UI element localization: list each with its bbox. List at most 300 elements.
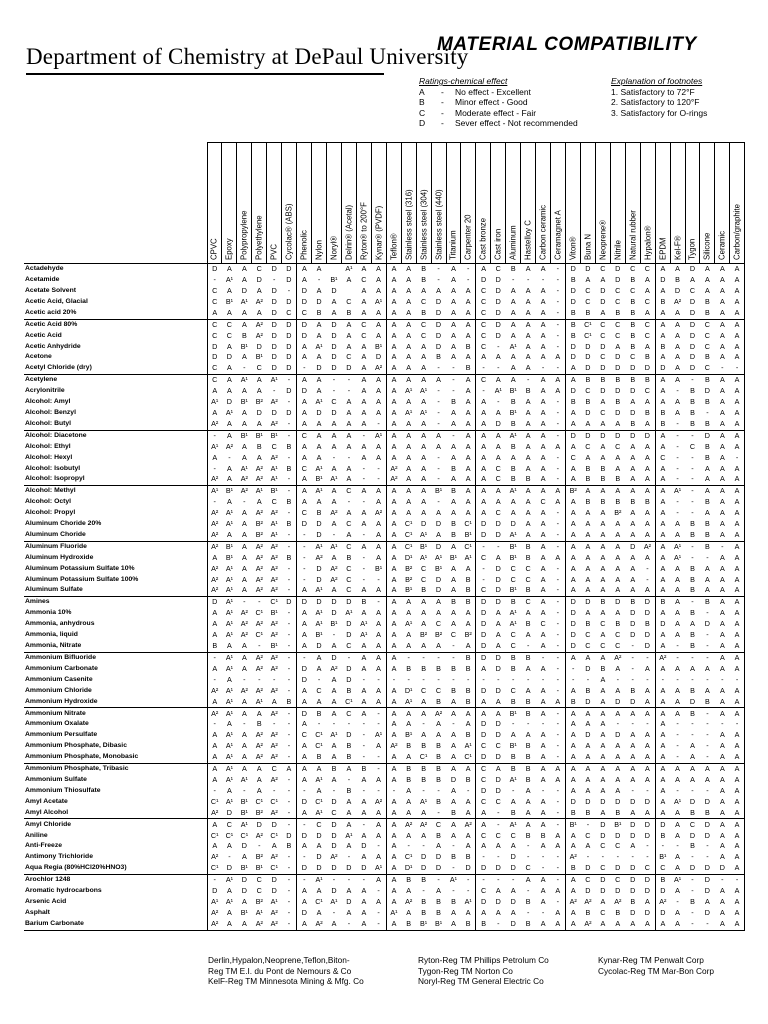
chemical-column-header [24,143,207,264]
rating-cell: A [705,563,710,573]
rating-cell: A [465,641,471,651]
rating-cell: B² [255,807,263,817]
rating-cell: C [476,341,491,352]
rating-cell: A² [267,541,282,553]
rating-cell: D [630,407,636,417]
rating-cell: - [556,397,559,407]
rating-cell: A¹ [222,652,237,664]
rating-cell: A [645,741,650,751]
rating-cell: A² [267,708,282,720]
rating-cell: D [704,796,710,806]
rating-cell: A¹ [341,264,356,276]
rating-cell: A [207,775,222,786]
rating-cell: - [356,819,371,831]
rating-cell: A [730,486,745,498]
chemical-name: Acetic Acid [24,331,207,342]
rating-cell: A¹ [446,874,461,886]
rating-cell: A [297,608,312,619]
rating-cell: - [297,852,312,863]
rating-cell: - [362,674,366,684]
rating-cell: A [476,908,491,919]
rating-cell: A [465,307,471,317]
rating-cell: A [465,330,471,340]
rating-cell: - [551,430,566,442]
rating-cell: - [431,264,446,276]
rating-cell: A [421,807,426,817]
rating-cell: - [541,363,545,373]
rating-cell: A [341,763,356,775]
rating-cell: A [312,375,327,387]
chemical-name: Ammonium Phosphate, Monobasic [24,752,207,764]
rating-cell: A [207,619,222,630]
rating-cell: C [585,286,591,296]
rating-cell: A [730,630,745,641]
rating-cell: A² [610,652,625,664]
rating-cell: - [297,564,312,575]
rating-cell: C [476,319,491,331]
rating-cell: A [730,574,745,585]
rating-cell: B [416,874,431,886]
rating-cell: A [451,741,456,751]
rating-cell: A [566,908,581,919]
rating-cell: A [585,785,591,795]
rating-cell: A [316,696,322,706]
rating-cell: B [705,452,710,462]
rating-cell: - [407,841,410,851]
material-column-header [595,143,610,264]
rating-cell: A [566,585,581,597]
rating-cell: A [327,918,342,930]
rating-cell: A [416,375,431,387]
rating-cell: A [510,330,516,340]
rating-cell: A [675,307,680,317]
rating-cell: A¹ [267,375,282,387]
rating-cell: D [286,296,292,306]
rating-cell: D [476,897,491,908]
rating-cell: A [386,264,401,276]
rating-cell: A [386,597,401,609]
rating-cell: A [645,685,650,695]
rating-cell: A [331,685,337,695]
rating-cell: A¹ [315,397,323,407]
rating-cell: - [646,674,649,684]
rating-cell: A¹ [506,430,521,442]
rating-cell: - [287,452,291,462]
rating-cell: A [495,886,501,896]
rating-cell: D [495,275,501,285]
rating-cell: A [730,841,745,852]
rating-cell: D [506,918,521,930]
rating-cell: B [525,619,531,629]
rating-cell: A² [312,918,327,930]
rating-cell: A [566,463,581,474]
rating-cell: D [282,319,297,331]
rating-cell: B [705,441,710,451]
rating-cell: - [287,852,291,862]
table-row [24,852,745,863]
rating-cell: A [719,807,725,817]
rating-cell: A [316,330,322,340]
rating-cell: D [331,363,337,373]
rating-cell: - [332,452,336,462]
rating-cell: - [526,886,530,896]
rating-cell: A [495,352,501,362]
table-row [24,275,745,286]
rating-cell: - [700,652,715,664]
rating-cell: - [332,907,336,917]
rating-cell: A [361,307,367,317]
rating-cell: A [719,275,725,285]
rating-cell: A [451,275,456,285]
rating-cell: B [451,807,456,817]
table-row [24,375,745,387]
rating-cell: C [356,319,371,331]
table-row [24,641,745,653]
rating-cell: - [676,896,679,906]
rating-cell: A¹ [464,741,472,751]
rating-cell: B¹ [509,741,517,751]
rating-cell: - [258,841,261,851]
rating-cell: A [406,418,412,428]
rating-cell: A [376,397,381,407]
rating-cell: A [630,463,636,473]
rating-cell: A [555,775,561,784]
rating-cell: B [645,497,650,507]
rating-cell: - [685,375,700,387]
rating-cell: A [421,341,426,351]
rating-cell: D [361,863,367,873]
rating-cell: - [497,674,500,684]
ratings-legend-title: Ratings-chemical effect [419,76,508,86]
rating-cell: A [241,418,247,428]
rating-cell: A [630,752,636,762]
rating-cell: A [675,529,680,539]
rating-cell: B [700,597,715,609]
rating-cell: A¹ [464,552,472,562]
rating-cell: A¹ [240,775,248,784]
rating-cell: A [297,897,312,908]
rating-cell: C [495,830,501,840]
rating-cell: B [585,463,591,473]
rating-cell: B [585,307,591,317]
rating-cell: A [371,486,386,498]
chemical-name: Acetic Acid, Glacial [24,297,207,308]
rating-cell: - [207,719,222,730]
rating-cell: D [566,641,581,653]
rating-cell: - [287,886,291,896]
rating-cell: A¹ [315,775,323,784]
chemical-name: Alcohol: Ethyl [24,442,207,453]
rating-cell: B [525,474,531,484]
rating-cell: - [347,719,351,729]
rating-cell: B [406,741,412,751]
rating-cell: A [645,463,650,473]
rating-cell: A [476,664,491,675]
rating-cell: - [691,463,694,473]
rating-cell: A [446,918,461,930]
rating-cell: A¹ [225,275,233,285]
rating-cell: A [241,663,247,673]
rating-cell: A [386,608,401,619]
table-row [24,652,745,664]
rating-cell: B [476,918,491,930]
rating-cell: - [437,474,440,484]
table-row [24,918,745,930]
chemical-name: Amyl Alcohol [24,807,207,819]
rating-cell: - [207,675,222,686]
rating-cell: D [640,874,655,886]
rating-cell: B [421,585,426,595]
material-column-header [521,143,536,264]
rating-cell: B¹ [405,585,413,595]
rating-cell: A [510,363,516,373]
rating-cell: A [227,719,232,729]
material-column-header [386,143,401,264]
rating-cell: - [676,508,679,518]
rating-cell: A [421,696,426,706]
rating-cell: A¹ [386,908,401,919]
rating-cell: A [615,741,621,751]
rating-cell: B [401,918,416,930]
rating-cell: A [645,663,650,673]
chemical-name: Arochlor 1248 [24,874,207,886]
rating-cell: C [252,874,267,886]
rating-cell: A [346,841,352,851]
rating-cell: A [645,552,650,562]
rating-cell: A¹ [225,730,233,740]
rating-cell: - [362,497,366,507]
rating-cell: A² [240,685,248,695]
rating-cell: A [715,652,730,664]
rating-cell: A [371,652,386,664]
rating-cell: D [297,664,312,675]
rating-cell: A [645,452,650,462]
rating-cell: A [615,529,621,539]
rating-cell: A [465,619,471,629]
rating-cell: A [297,886,312,897]
rating-cell: D [644,608,650,618]
rating-cell: A [630,807,636,817]
rating-cell: - [282,918,297,930]
material-column-header [461,143,476,264]
rating-cell: A [690,775,695,784]
rating-cell: A [297,752,312,764]
rating-cell: B¹ [431,918,446,930]
rating-cell: C [271,497,277,507]
rating-cell: A [566,775,581,786]
rating-cell: A [465,407,471,417]
rating-cell: - [422,841,425,851]
ratings-legend [419,76,578,129]
rating-cell: - [461,264,476,276]
rating-cell: A [297,264,312,276]
rating-cell: A [615,519,621,529]
rating-cell: B [630,497,636,507]
rating-cell: D [316,641,322,651]
rating-cell: A [451,286,456,296]
rating-cell: - [706,785,709,795]
rating-cell: D [491,319,506,331]
rating-cell: C [346,641,352,651]
rating-cell: - [691,474,694,484]
rating-cell: A [566,408,581,419]
rating-cell: D [600,386,606,396]
rating-cell: A [540,886,546,896]
rating-cell: B [346,307,352,317]
rating-cell: D [566,430,581,442]
rating-cell: A [476,442,491,453]
rating-cell: A [416,430,431,442]
rating-cell: A² [207,564,222,575]
rating-cell: A [730,696,745,708]
rating-cell: A [256,286,262,296]
rating-cell: D [689,296,696,306]
rating-cell: A [401,430,416,442]
trademark-line: Noryl-Reg TM General Electric Co [418,976,544,986]
rating-cell: A [421,418,426,428]
rating-cell: B [610,375,625,387]
rating-cell: A [386,652,401,664]
table-row [24,719,745,730]
rating-cell: B¹ [330,275,338,285]
rating-cell: A [451,352,456,362]
rating-cell: A [297,696,312,708]
rating-cell: - [556,519,559,529]
rating-cell: A [476,419,491,431]
rating-text: Moderate effect - Fair [455,107,537,118]
rating-cell: A [670,819,685,831]
rating-cell: A¹ [225,696,233,706]
rating-cell: - [287,674,291,684]
rating-cell: D [630,830,636,840]
rating-cell: B [461,918,476,930]
rating-cell: - [497,397,500,407]
chemical-name: Alcohol: Propyl [24,508,207,519]
rating-cell: B [705,529,710,539]
table-row [24,530,745,542]
rating-cell: A [655,352,670,363]
rating-cell: B [585,497,591,507]
rating-cell: A [386,386,401,397]
chemical-name: Aromatic hydrocarbons [24,886,207,897]
rating-cell: A [719,286,725,296]
rating-cell: A [540,585,546,595]
rating-cell: A² [207,419,222,431]
rating-cell: A [670,708,685,720]
rating-cell: A [555,886,561,896]
rating-cell: D [435,519,442,529]
rating-cell: A [566,708,581,720]
rating-cell: - [676,841,679,851]
rating-cell: A [361,452,367,462]
rating-cell: A [675,407,680,417]
rating-cell: A² [252,319,267,331]
rating-cell: D [585,341,591,351]
rating-cell: A [566,564,581,575]
table-row [24,363,745,375]
rating-cell: A [241,896,247,906]
rating-cell: B [600,663,606,673]
rating-cell: A² [255,563,263,573]
rating-cell: - [730,719,745,730]
rating-cell: A [615,585,621,595]
rating-cell: A [465,418,471,428]
rating-cell: A [719,886,725,896]
rating-cell: A [451,619,456,629]
table-row [24,696,745,708]
rating-cell [327,264,342,276]
rating-cell: C [610,319,625,331]
rating-cell: A² [207,519,222,530]
material-name: Delrin® (Acetal) [344,204,354,260]
rating-cell: D [331,341,337,351]
rating-cell: A [521,819,536,831]
rating-cell: A [705,286,710,296]
material-name: Kel-F® [673,235,683,260]
rating-cell: A [297,741,312,752]
rating-cell: D [704,830,710,840]
rating-cell: A [655,430,670,442]
rating-cell: A [675,397,680,407]
rating-cell: B [401,763,416,775]
rating-cell: A [585,552,591,562]
rating-cell: A² [207,530,222,542]
rating-cell: D [600,286,606,296]
rating-cell: A [540,418,546,428]
rating-cell: A¹ [225,896,233,906]
rating-cell: A [346,407,352,417]
rating-cell: A [386,363,401,375]
rating-cell: D [271,407,277,417]
rating-cell: A [730,619,745,630]
rating-cell: B¹ [240,796,248,806]
chemical-name: Ammonia 10% [24,608,207,619]
rating-cell: D [495,896,501,906]
rating-cell: D [297,708,312,720]
rating-cell: C¹ [584,330,592,340]
rating-cell: - [556,529,559,539]
chemical-name: Ammonium Bifluoride [24,652,207,664]
rating-cell: D [640,430,655,442]
rating-cell: D [655,363,670,375]
rating-cell: A [476,807,491,819]
rating-cell: D [644,907,650,917]
rating-cell: B [346,785,352,795]
rating-cell: A [237,319,252,331]
rating-cell: A [655,918,670,930]
chemical-name: Alcohol: Methyl [24,486,207,498]
rating-cell: - [556,474,559,484]
rating-cell: - [347,775,351,784]
rating-cell: D [476,597,491,609]
rating-cell: - [685,486,700,498]
rating-cell: B¹ [449,552,458,562]
rating-cell: A [536,597,551,609]
rating-cell: - [706,841,709,851]
rating-cell: A [386,375,401,387]
rating-cell: B [327,763,342,775]
rating-cell: C [644,330,650,340]
rating-cell: - [273,386,276,396]
rating-cell: A [241,852,247,862]
rating-cell: A [451,608,456,618]
rating-cell: D [316,563,322,573]
rating-cell: - [691,719,694,729]
rating-cell: - [556,418,559,428]
rating-cell: A [241,441,247,451]
rating-cell: - [556,307,559,317]
rating-cell: A [376,663,381,673]
